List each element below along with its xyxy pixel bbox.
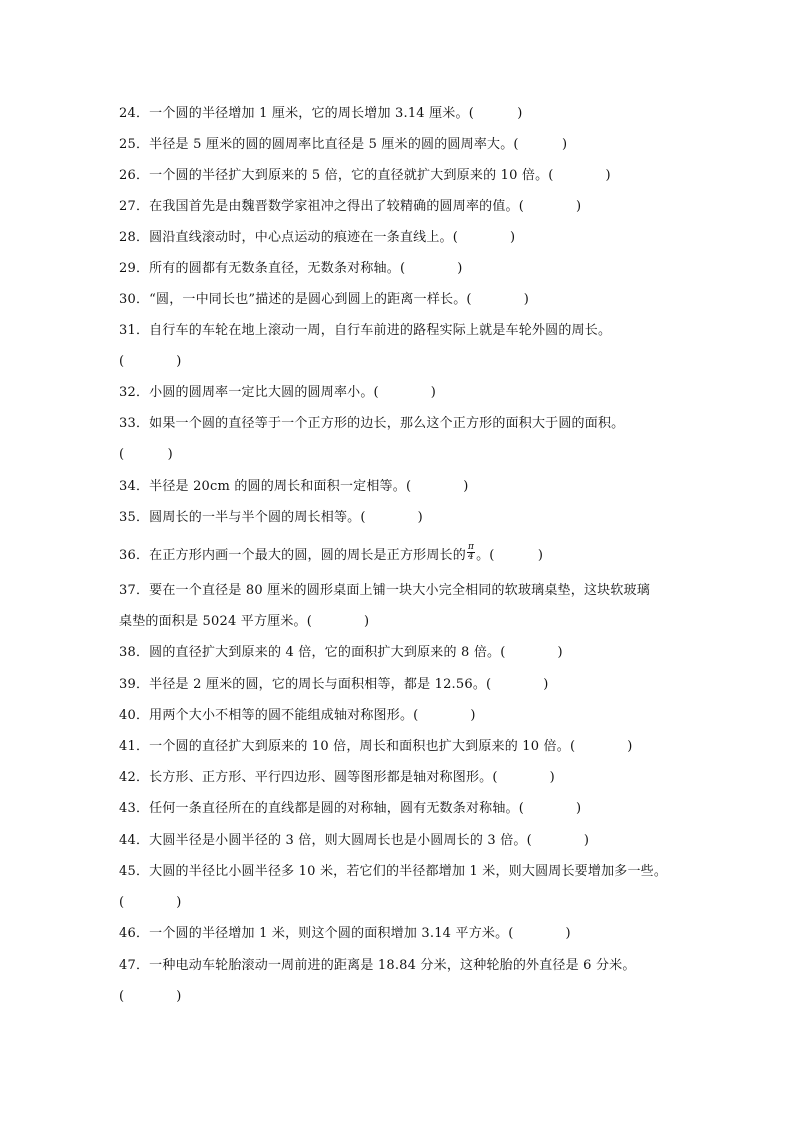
question-25: 25．半径是 5 厘米的圆的圆周率比直径是 5 厘米的圆的圆周率大。( ) — [119, 137, 568, 152]
question-45: 45．大圆的半径比小圆半径多 10 米，若它们的半径都增加 1 米，则大圆周长要增加多一些。 — [119, 864, 668, 879]
fraction-numerator: π — [467, 542, 475, 552]
question-40: 40．用两个大小不相等的圆不能组成轴对称图形。( ) — [119, 708, 476, 723]
question-26: 26．一个圆的半径扩大到原来的 5 倍，它的直径就扩大到原来的 10 倍。( ) — [119, 168, 611, 183]
question-36-text: 36．在正方形内画一个最大的圆，圆的周长是正方形周长的 — [119, 548, 466, 563]
question-41: 41．一个圆的直径扩大到原来的 10 倍，周长和面积也扩大到原来的 10 倍。( ) — [119, 739, 633, 754]
question-24: 24．一个圆的半径增加 1 厘米，它的周长增加 3.14 厘米。( ) — [119, 106, 523, 121]
question-47: 47．一种电动车轮胎滚动一周前进的距离是 18.84 分米，这种轮胎的外直径是 6 分米。 — [119, 958, 636, 973]
question-37: 37．要在一个直径是 80 厘米的圆形桌面上铺一块大小完全相同的软玻璃桌垫，这块软玻璃 — [119, 583, 650, 598]
question-33: 33．如果一个圆的直径等于一个正方形的边长，那么这个正方形的面积大于圆的面积。 — [119, 416, 625, 431]
question-42: 42．长方形、正方形、平行四边形、圆等图形都是轴对称图形。( ) — [119, 770, 555, 785]
question-46: 46．一个圆的半径增加 1 米，则这个圆的面积增加 3.14 平方米。( ) — [119, 926, 571, 941]
question-32: 32．小圆的圆周率一定比大圆的圆周率小。( ) — [119, 385, 437, 400]
question-36-tail: 。( ) — [476, 548, 544, 563]
answer-blank-33: ( ) — [119, 447, 173, 462]
question-38: 38．圆的直径扩大到原来的 4 倍，它的面积扩大到原来的 8 倍。( ) — [119, 645, 563, 660]
fraction-pi-over-4 — [467, 543, 475, 562]
question-39: 39．半径是 2 厘米的圆，它的周长与面积相等，都是 12.56。( ) — [119, 677, 549, 692]
question-30: 30．“圆，一中同长也”描述的是圆心到圆上的距离一样长。( ) — [119, 292, 529, 307]
fraction-denominator: 4 — [468, 552, 474, 562]
question-31: 31．自行车的车轮在地上滚动一周，自行车前进的路程实际上就是车轮外圆的周长。 — [119, 323, 612, 338]
question-37-cont: 桌垫的面积是 5024 平方厘米。( ) — [119, 614, 370, 629]
question-34: 34．半径是 20cm 的圆的周长和面积一定相等。( ) — [119, 479, 469, 494]
answer-blank-47: ( ) — [119, 989, 182, 1004]
question-44: 44．大圆半径是小圆半径的 3 倍，则大圆周长也是小圆周长的 3 倍。( ) — [119, 833, 590, 848]
question-43: 43．任何一条直径所在的直线都是圆的对称轴，圆有无数条对称轴。( ) — [119, 801, 582, 816]
question-35: 35．圆周长的一半与半个圆的周长相等。( ) — [119, 510, 423, 525]
question-28: 28．圆沿直线滚动时，中心点运动的痕迹在一条直线上。( ) — [119, 230, 516, 245]
answer-blank-45: ( ) — [119, 895, 182, 910]
question-27: 27．在我国首先是由魏晋数学家祖冲之得出了较精确的圆周率的值。( ) — [119, 199, 582, 214]
question-29: 29．所有的圆都有无数条直径，无数条对称轴。( ) — [119, 261, 463, 276]
question-36 — [119, 542, 544, 565]
answer-blank-31: ( ) — [119, 354, 182, 369]
